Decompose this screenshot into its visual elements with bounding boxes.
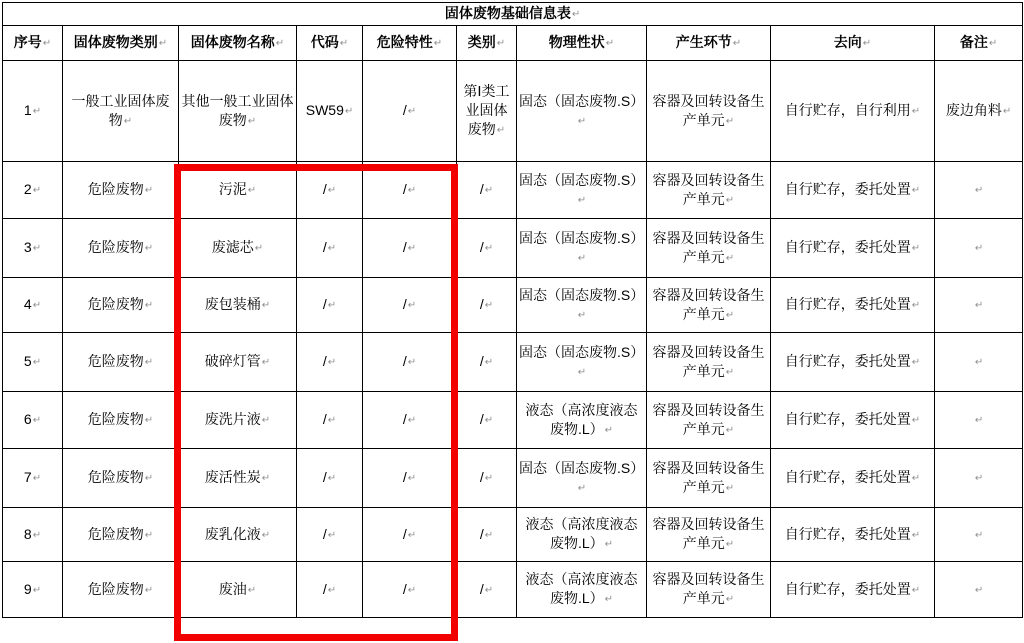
row-9-physical: 液态（高浓度液态废物.L）↵ [517, 562, 647, 618]
row-7-destination: 自行贮存，委托处置↵ [771, 449, 935, 508]
row-8-category: 危险废物↵ [63, 508, 179, 562]
row-8-stage: 容器及回转设备生产单元↵ [647, 508, 771, 562]
paragraph-mark: ↵ [496, 38, 506, 49]
col-header-hazard: 危险特性↵ [363, 26, 457, 61]
row-5-physical: 固态（固态废物.S）↵ [517, 333, 647, 392]
row-4-no: 4↵ [3, 278, 63, 333]
paragraph-mark: ↵ [327, 243, 337, 254]
paragraph-mark: ↵ [484, 415, 494, 426]
paragraph-mark: ↵ [604, 424, 614, 436]
paragraph-mark: ↵ [725, 482, 735, 494]
row-6-no: 6↵ [3, 392, 63, 449]
row-4-name: 废包装桶↵ [179, 278, 297, 333]
row-4-hazard: /↵ [363, 278, 457, 333]
row-7-category: 危险废物↵ [63, 449, 179, 508]
row-2-category: 危险废物↵ [63, 162, 179, 219]
paragraph-mark: ↵ [144, 415, 154, 426]
row-4-category: 危险废物↵ [63, 278, 179, 333]
paragraph-mark: ↵ [974, 584, 984, 596]
row-6-destination: 自行贮存，委托处置↵ [771, 392, 935, 449]
table-title: 固体废物基础信息表↵ [3, 3, 1023, 26]
paragraph-mark: ↵ [725, 424, 735, 436]
paragraph-mark: ↵ [911, 300, 921, 311]
solid-waste-info-table [2, 2, 1023, 618]
paragraph-mark: ↵ [974, 185, 984, 196]
paragraph-mark: ↵ [32, 300, 42, 311]
row-8-code: /↵ [297, 508, 363, 562]
paragraph-mark: ↵ [327, 415, 337, 426]
paragraph-mark: ↵ [974, 529, 984, 541]
paragraph-mark: ↵ [605, 38, 615, 49]
paragraph-mark: ↵ [911, 357, 921, 368]
paragraph-mark: ↵ [725, 594, 735, 605]
paragraph-mark: ↵ [911, 243, 921, 254]
paragraph-mark: ↵ [577, 482, 587, 494]
row-6-physical: 液态（高浓度液态废物.L）↵ [517, 392, 647, 449]
paragraph-mark: ↵ [32, 415, 42, 426]
paragraph-mark: ↵ [988, 38, 998, 49]
row-3-code: /↵ [297, 219, 363, 278]
paragraph-mark: ↵ [911, 584, 921, 596]
col-header-no: 序号↵ [3, 26, 63, 61]
row-9-stage: 容器及回转设备生产单元↵ [647, 562, 771, 618]
row-3-no: 3↵ [3, 219, 63, 278]
paragraph-mark: ↵ [32, 243, 42, 254]
paragraph-mark: ↵ [32, 584, 42, 596]
paragraph-mark: ↵ [339, 38, 349, 49]
row-4-class: /↵ [457, 278, 517, 333]
row-7-hazard: /↵ [363, 449, 457, 508]
col-header-class: 类别↵ [457, 26, 517, 61]
row-1-hazard: /↵ [363, 61, 457, 162]
row-5-code: /↵ [297, 333, 363, 392]
row-3-remark [935, 219, 1023, 278]
paragraph-mark: ↵ [484, 584, 494, 596]
row-5-class: /↵ [457, 333, 517, 392]
paragraph-mark: ↵ [974, 415, 984, 426]
row-5-destination: 自行贮存，委托处置↵ [771, 333, 935, 392]
paragraph-mark: ↵ [911, 185, 921, 196]
paragraph-mark: ↵ [604, 594, 614, 605]
paragraph-mark: ↵ [484, 473, 494, 484]
row-2-no: 2↵ [3, 162, 63, 219]
paragraph-mark: ↵ [577, 252, 587, 264]
row-5-hazard: /↵ [363, 333, 457, 392]
title-row [3, 3, 1023, 26]
paragraph-mark: ↵ [911, 415, 921, 426]
paragraph-mark: ↵ [911, 473, 921, 484]
col-header-code: 代码↵ [297, 26, 363, 61]
paragraph-mark: ↵ [144, 584, 154, 596]
paragraph-mark: ↵ [407, 415, 417, 426]
paragraph-mark: ↵ [725, 252, 735, 264]
row-8-remark [935, 508, 1023, 562]
row-6-code: /↵ [297, 392, 363, 449]
row-6-category: 危险废物↵ [63, 392, 179, 449]
row-5-name: 破碎灯管↵ [179, 333, 297, 392]
paragraph-mark: ↵ [407, 357, 417, 368]
paragraph-mark: ↵ [725, 539, 735, 550]
row-5-category: 危险废物↵ [63, 333, 179, 392]
row-1-category: 一般工业固体废物↵ [63, 61, 179, 162]
paragraph-mark: ↵ [261, 473, 271, 484]
paragraph-mark: ↵ [911, 106, 921, 117]
paragraph-mark: ↵ [862, 38, 872, 49]
row-6-class: /↵ [457, 392, 517, 449]
paragraph-mark: ↵ [577, 194, 587, 206]
row-8-class: /↵ [457, 508, 517, 562]
paragraph-mark: ↵ [974, 300, 984, 311]
row-6-hazard: /↵ [363, 392, 457, 449]
table-row [3, 333, 1023, 392]
row-1-stage: 容器及回转设备生产单元↵ [647, 61, 771, 162]
paragraph-mark: ↵ [254, 243, 264, 254]
paragraph-mark: ↵ [247, 584, 257, 596]
row-3-physical: 固态（固态废物.S）↵ [517, 219, 647, 278]
paragraph-mark: ↵ [496, 125, 506, 136]
row-7-stage: 容器及回转设备生产单元↵ [647, 449, 771, 508]
table-row [3, 508, 1023, 562]
paragraph-mark: ↵ [407, 243, 417, 254]
col-header-category: 固体废物类别↵ [63, 26, 179, 61]
col-header-destination: 去向↵ [771, 26, 935, 61]
row-2-hazard: /↵ [363, 162, 457, 219]
row-6-name: 废洗片液↵ [179, 392, 297, 449]
row-8-destination: 自行贮存，委托处置↵ [771, 508, 935, 562]
row-5-no: 5↵ [3, 333, 63, 392]
paragraph-mark: ↵ [344, 106, 354, 117]
paragraph-mark: ↵ [327, 300, 337, 311]
header-row [3, 26, 1023, 61]
row-7-code: /↵ [297, 449, 363, 508]
paragraph-mark: ↵ [484, 185, 494, 196]
paragraph-mark: ↵ [407, 106, 417, 117]
row-1-class: 第Ⅰ类工业固体废物↵ [457, 61, 517, 162]
paragraph-mark: ↵ [158, 38, 168, 49]
paragraph-mark: ↵ [433, 38, 443, 49]
row-5-stage: 容器及回转设备生产单元↵ [647, 333, 771, 392]
paragraph-mark: ↵ [725, 366, 735, 378]
table-row [3, 278, 1023, 333]
paragraph-mark: ↵ [577, 366, 587, 378]
paragraph-mark: ↵ [725, 309, 735, 321]
paragraph-mark: ↵ [732, 38, 742, 49]
row-9-name: 废油↵ [179, 562, 297, 618]
row-7-no: 7↵ [3, 449, 63, 508]
row-9-remark [935, 562, 1023, 618]
row-2-physical: 固态（固态废物.S）↵ [517, 162, 647, 219]
row-3-category: 危险废物↵ [63, 219, 179, 278]
paragraph-mark: ↵ [144, 185, 154, 196]
col-header-physical: 物理性状↵ [517, 26, 647, 61]
row-3-name: 废滤芯↵ [179, 219, 297, 278]
row-1-physical: 固态（固态废物.S）↵ [517, 61, 647, 162]
paragraph-mark: ↵ [123, 115, 133, 127]
table-row [3, 162, 1023, 219]
paragraph-mark: ↵ [327, 529, 337, 541]
paragraph-mark: ↵ [327, 185, 337, 196]
row-5-remark [935, 333, 1023, 392]
paragraph-mark: ↵ [261, 529, 271, 541]
row-7-remark [935, 449, 1023, 508]
paragraph-mark: ↵ [32, 185, 42, 196]
paragraph-mark: ↵ [407, 185, 417, 196]
paragraph-mark: ↵ [144, 529, 154, 541]
paragraph-mark: ↵ [261, 357, 271, 368]
row-1-remark: 废边角料↵ [935, 61, 1023, 162]
table-row [3, 392, 1023, 449]
row-2-code: /↵ [297, 162, 363, 219]
paragraph-mark: ↵ [42, 38, 52, 49]
paragraph-mark: ↵ [484, 357, 494, 368]
paragraph-mark: ↵ [407, 584, 417, 596]
row-9-destination: 自行贮存，委托处置↵ [771, 562, 935, 618]
paragraph-mark: ↵ [407, 300, 417, 311]
paragraph-mark: ↵ [327, 584, 337, 596]
row-9-code: /↵ [297, 562, 363, 618]
row-7-class: /↵ [457, 449, 517, 508]
row-6-remark [935, 392, 1023, 449]
paragraph-mark: ↵ [144, 300, 154, 311]
row-2-destination: 自行贮存，委托处置↵ [771, 162, 935, 219]
paragraph-mark: ↵ [144, 243, 154, 254]
paragraph-mark: ↵ [484, 529, 494, 541]
row-9-no: 9↵ [3, 562, 63, 618]
row-2-stage: 容器及回转设备生产单元↵ [647, 162, 771, 219]
row-3-class: /↵ [457, 219, 517, 278]
table-row [3, 219, 1023, 278]
paragraph-mark: ↵ [911, 529, 921, 541]
paragraph-mark: ↵ [1002, 106, 1012, 117]
row-3-stage: 容器及回转设备生产单元↵ [647, 219, 771, 278]
paragraph-mark: ↵ [261, 415, 271, 426]
row-1-destination: 自行贮存，自行利用↵ [771, 61, 935, 162]
row-2-class: /↵ [457, 162, 517, 219]
paragraph-mark: ↵ [32, 473, 42, 484]
paragraph-mark: ↵ [407, 473, 417, 484]
paragraph-mark: ↵ [32, 357, 42, 368]
row-8-no: 8↵ [3, 508, 63, 562]
row-8-physical: 液态（高浓度液态废物.L）↵ [517, 508, 647, 562]
paragraph-mark: ↵ [974, 473, 984, 484]
table-row [3, 562, 1023, 618]
paragraph-mark: ↵ [407, 529, 417, 541]
paragraph-mark: ↵ [577, 309, 587, 321]
row-3-destination: 自行贮存，委托处置↵ [771, 219, 935, 278]
paragraph-mark: ↵ [247, 185, 257, 196]
paragraph-mark: ↵ [32, 529, 42, 541]
paragraph-mark: ↵ [247, 115, 257, 127]
table-row [3, 61, 1023, 162]
row-1-name: 其他一般工业固体废物↵ [179, 61, 297, 162]
paragraph-mark: ↵ [144, 473, 154, 484]
row-2-remark [935, 162, 1023, 219]
row-4-remark [935, 278, 1023, 333]
col-header-name: 固体废物名称↵ [179, 26, 297, 61]
paragraph-mark: ↵ [327, 357, 337, 368]
row-3-hazard: /↵ [363, 219, 457, 278]
row-4-physical: 固态（固态废物.S）↵ [517, 278, 647, 333]
row-6-stage: 容器及回转设备生产单元↵ [647, 392, 771, 449]
paragraph-mark: ↵ [604, 539, 614, 550]
row-7-physical: 固态（固态废物.S）↵ [517, 449, 647, 508]
row-8-name: 废乳化液↵ [179, 508, 297, 562]
col-header-stage: 产生环节↵ [647, 26, 771, 61]
paragraph-mark: ↵ [577, 115, 587, 127]
paragraph-mark: ↵ [725, 194, 735, 206]
row-4-code: /↵ [297, 278, 363, 333]
row-8-hazard: /↵ [363, 508, 457, 562]
paragraph-mark: ↵ [484, 300, 494, 311]
row-4-destination: 自行贮存，委托处置↵ [771, 278, 935, 333]
paragraph-mark: ↵ [974, 357, 984, 368]
row-9-class: /↵ [457, 562, 517, 618]
table-row [3, 449, 1023, 508]
paragraph-mark: ↵ [725, 115, 735, 127]
paragraph-mark: ↵ [974, 243, 984, 254]
row-7-name: 废活性炭↵ [179, 449, 297, 508]
paragraph-mark: ↵ [144, 357, 154, 368]
paragraph-mark: ↵ [261, 300, 271, 311]
row-4-stage: 容器及回转设备生产单元↵ [647, 278, 771, 333]
paragraph-mark: ↵ [571, 9, 581, 20]
paragraph-mark: ↵ [275, 38, 285, 49]
col-header-remark: 备注↵ [935, 26, 1023, 61]
paragraph-mark: ↵ [484, 243, 494, 254]
row-1-code: SW59↵ [297, 61, 363, 162]
row-9-hazard: /↵ [363, 562, 457, 618]
row-1-no: 1↵ [3, 61, 63, 162]
row-2-name: 污泥↵ [179, 162, 297, 219]
row-9-category: 危险废物↵ [63, 562, 179, 618]
paragraph-mark: ↵ [327, 473, 337, 484]
paragraph-mark: ↵ [32, 106, 42, 117]
